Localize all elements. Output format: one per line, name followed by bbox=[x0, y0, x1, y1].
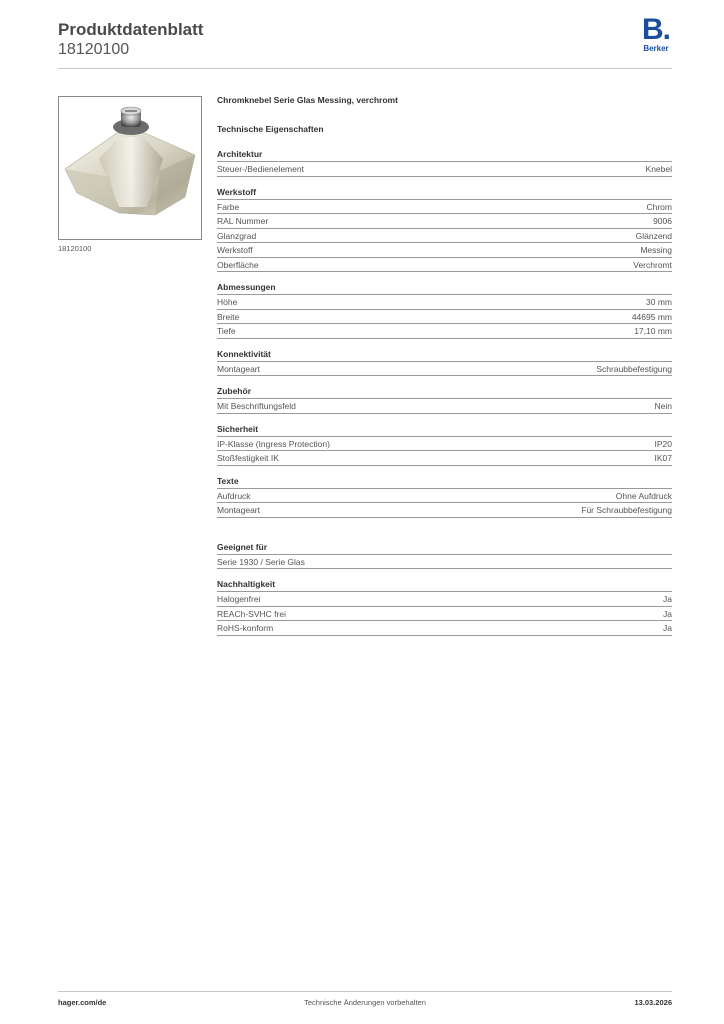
spec-row bbox=[217, 437, 672, 452]
spec-label: Mit Beschriftungsfeld bbox=[217, 401, 296, 411]
spec-label: Höhe bbox=[217, 297, 238, 307]
spec-value: Knebel bbox=[645, 164, 672, 174]
section-suitable bbox=[217, 541, 672, 570]
spec-value: IP20 bbox=[654, 438, 672, 449]
logo-letter: B. bbox=[642, 13, 670, 46]
berker-logo bbox=[640, 13, 672, 53]
image-caption: 18120100 bbox=[58, 244, 92, 253]
section-title: Geeignet für bbox=[217, 541, 672, 555]
spec-row bbox=[217, 489, 672, 504]
spec-label: RoHS-konform bbox=[217, 623, 274, 633]
spec-label: Werkstoff bbox=[217, 245, 253, 255]
section-abmessungen bbox=[217, 281, 672, 339]
section-title: Architektur bbox=[217, 148, 672, 162]
section-title: Zubehör bbox=[217, 385, 672, 399]
spec-label: Halogenfrei bbox=[217, 594, 261, 604]
technical-properties-heading: Technische Eigenschaften bbox=[217, 124, 324, 134]
footer-date: 13.03.2026 bbox=[634, 998, 672, 1007]
section-title: Sicherheit bbox=[217, 423, 672, 437]
section-texte bbox=[217, 475, 672, 518]
spec-value: IK07 bbox=[654, 453, 672, 463]
spec-row bbox=[217, 214, 672, 229]
footer-disclaimer: Technische Änderungen vorbehalten bbox=[304, 998, 426, 1007]
spec-value: Nein bbox=[654, 401, 672, 411]
spec-label: RAL Nummer bbox=[217, 216, 269, 226]
spec-value: Glänzend bbox=[635, 230, 672, 241]
spec-value: Für Schraubbefestigung bbox=[581, 505, 672, 515]
spec-row bbox=[217, 243, 672, 258]
spec-label: Tiefe bbox=[217, 326, 236, 336]
section-konnektivit-t bbox=[217, 348, 672, 377]
page-footer bbox=[58, 998, 672, 1010]
section-title: Texte bbox=[217, 475, 672, 489]
spec-label: Steuer-/Bedienelement bbox=[217, 164, 304, 174]
footer-divider bbox=[58, 991, 672, 992]
spec-label: IP-Klasse (Ingress Protection) bbox=[217, 438, 330, 449]
spec-value: Ja bbox=[663, 608, 672, 619]
spec-row bbox=[217, 200, 672, 215]
specifications bbox=[217, 94, 672, 645]
spec-sections bbox=[217, 148, 672, 518]
spec-row bbox=[217, 162, 672, 177]
spec-label: Montageart bbox=[217, 505, 260, 515]
spec-row bbox=[217, 503, 672, 518]
spec-value: Verchromt bbox=[633, 259, 672, 270]
spec-row bbox=[217, 555, 672, 570]
footer-website: hager.com/de bbox=[58, 998, 107, 1007]
logo-text: Berker bbox=[643, 44, 669, 53]
spec-value: Ja bbox=[663, 623, 672, 633]
spec-value: Chrom bbox=[646, 201, 672, 212]
spec-row bbox=[217, 621, 672, 636]
spec-value: 44695 mm bbox=[631, 311, 672, 322]
spec-label: Stoßfestigkeit IK bbox=[217, 453, 279, 463]
section-sicherheit bbox=[217, 423, 672, 466]
spec-row bbox=[217, 362, 672, 377]
spec-label: Oberfläche bbox=[217, 259, 259, 270]
spec-label: Breite bbox=[217, 311, 240, 322]
document-title: Produktdatenblatt bbox=[58, 20, 204, 39]
spec-row bbox=[217, 592, 672, 607]
spec-row bbox=[217, 607, 672, 622]
spec-row bbox=[217, 229, 672, 244]
section-werkstoff bbox=[217, 186, 672, 273]
spec-value: 9006 bbox=[653, 216, 672, 226]
spec-row bbox=[217, 295, 672, 310]
section-title: Abmessungen bbox=[217, 281, 672, 295]
section-title: Werkstoff bbox=[217, 186, 672, 200]
product-name: Chromknebel Serie Glas Messing, verchromt bbox=[217, 95, 398, 105]
spec-row bbox=[217, 451, 672, 466]
article-number: 18120100 bbox=[58, 41, 130, 58]
spec-label: Aufdruck bbox=[217, 490, 251, 501]
page-header bbox=[58, 13, 672, 70]
spec-value: Ja bbox=[663, 594, 672, 604]
spec-label: REACh-SVHC frei bbox=[217, 608, 286, 619]
spec-value: 17,10 mm bbox=[634, 326, 672, 336]
spec-row bbox=[217, 310, 672, 325]
spec-row bbox=[217, 399, 672, 414]
spec-row bbox=[217, 258, 672, 273]
section-title: Konnektivität bbox=[217, 348, 672, 362]
header-divider bbox=[58, 68, 672, 69]
spec-value: Ohne Aufdruck bbox=[615, 490, 672, 501]
knob-illustration bbox=[59, 97, 201, 239]
section-title: Nachhaltigkeit bbox=[217, 578, 672, 592]
section-zubeh-r bbox=[217, 385, 672, 414]
spec-label: Serie 1930 / Serie Glas bbox=[217, 556, 305, 567]
product-image bbox=[58, 96, 202, 240]
spec-label: Montageart bbox=[217, 363, 260, 374]
spec-label: Glanzgrad bbox=[217, 230, 257, 241]
section-sustainability bbox=[217, 578, 672, 636]
spec-value: Schraubbefestigung bbox=[596, 363, 672, 374]
spec-value: 30 mm bbox=[646, 297, 672, 307]
spec-label: Farbe bbox=[217, 201, 240, 212]
spec-row bbox=[217, 324, 672, 339]
section-architektur bbox=[217, 148, 672, 177]
spec-value: Messing bbox=[640, 245, 672, 255]
